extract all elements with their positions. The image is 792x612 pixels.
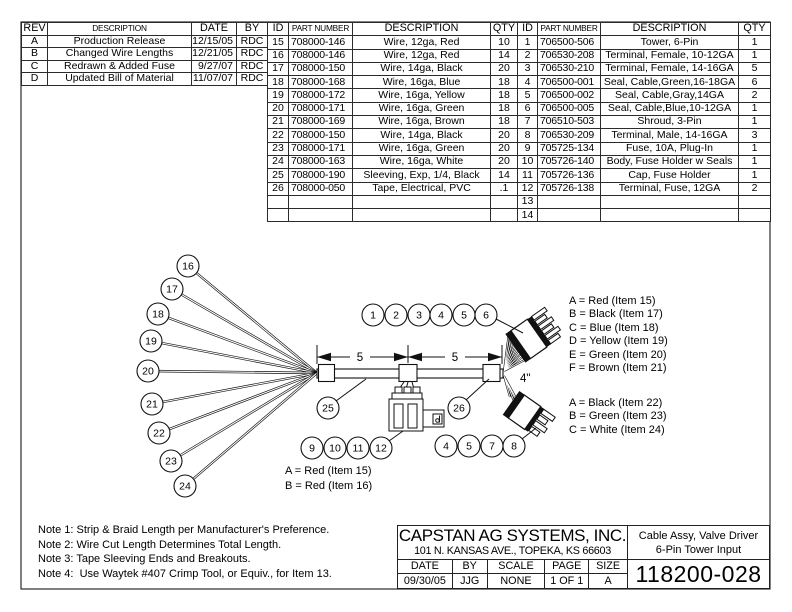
table-row <box>268 142 518 155</box>
balloon-16 <box>177 255 199 277</box>
cell: 1 <box>739 155 771 168</box>
revision-table <box>21 22 268 86</box>
field-page <box>545 560 589 588</box>
field-label: DATE <box>398 560 452 574</box>
cell <box>739 209 771 222</box>
table-row <box>518 169 771 182</box>
table-row <box>22 35 268 48</box>
balloon-number: 16 <box>182 260 194 273</box>
cell: 10 <box>491 36 518 49</box>
field-scale <box>488 560 546 588</box>
column-header: ID <box>518 23 538 36</box>
table-row <box>268 182 518 195</box>
cell <box>353 209 491 222</box>
cell: 3 <box>739 129 771 142</box>
table-row <box>268 155 518 168</box>
balloon-number: 11 <box>352 442 364 455</box>
table-row <box>518 36 771 49</box>
title-block-fields <box>398 560 627 588</box>
cell: 706530-208 <box>538 49 601 62</box>
cell: 12/15/05 <box>192 35 237 48</box>
cell: Wire, 16ga, Blue <box>353 76 491 89</box>
balloon-number: 23 <box>165 455 177 468</box>
harness-bar <box>317 365 503 382</box>
fuse-holder-assembly <box>389 382 444 431</box>
cell: 2 <box>518 49 538 62</box>
cell: 708000-172 <box>289 89 353 102</box>
field-value: JJG <box>460 575 480 587</box>
cell: Wire, 14ga, Black <box>353 62 491 75</box>
cell: 3 <box>518 62 538 75</box>
cell: 7 <box>518 116 538 129</box>
cell: 708000-168 <box>289 76 353 89</box>
balloon-5 <box>458 435 480 457</box>
balloon-10 <box>324 437 346 459</box>
cell: 706530-209 <box>538 129 601 142</box>
cell: 19 <box>268 89 289 102</box>
column-header: DATE <box>192 23 237 36</box>
legend-line: E = Green (Item 20) <box>569 348 667 361</box>
cell: 1 <box>739 49 771 62</box>
field-label: BY <box>453 560 487 574</box>
cell: Wire, 16ga, Yellow <box>353 89 491 102</box>
balloon-9 <box>301 437 323 459</box>
dim-label-right: 5 <box>451 352 459 364</box>
note-line: Note 2: Wire Cut Length Determines Total Length. <box>38 538 282 551</box>
cell: 23 <box>268 142 289 155</box>
cell: D <box>22 73 48 86</box>
field-date <box>398 560 453 588</box>
balloon-17 <box>161 278 183 300</box>
arrowhead-left <box>317 353 331 361</box>
cell: 705726-136 <box>538 169 601 182</box>
cell <box>538 195 601 208</box>
company-block <box>398 526 627 560</box>
cell <box>491 195 518 208</box>
drawing-notes <box>38 523 332 581</box>
legend-line: B = Green (Item 23) <box>569 410 667 423</box>
cell: Seal, Cable,Green,16-18GA <box>601 76 739 89</box>
balloon-number: 9 <box>309 442 315 455</box>
balloon-4 <box>435 435 457 457</box>
cell: Sleeving, Exp, 1/4, Black <box>353 169 491 182</box>
cell <box>268 195 289 208</box>
balloon-number: 17 <box>166 283 178 296</box>
tape-band-right <box>483 365 500 382</box>
balloon-number: 21 <box>146 398 158 411</box>
cell: 708000-171 <box>289 102 353 115</box>
dim-label-left: 5 <box>356 352 364 364</box>
legend-fuse-wires <box>285 464 372 494</box>
table-row <box>518 89 771 102</box>
legend-lower-connector <box>569 397 667 437</box>
balloon-22 <box>148 422 170 444</box>
cell: 17 <box>268 62 289 75</box>
cell: 18 <box>491 76 518 89</box>
cell: Tower, 6-Pin <box>601 36 739 49</box>
balloon-number: 10 <box>329 442 341 455</box>
cell: 705726-138 <box>538 182 601 195</box>
arrowhead-mid-left <box>408 353 422 361</box>
drawing-number: 118200-028 <box>635 561 762 587</box>
cell: 708000-171 <box>289 142 353 155</box>
cell: 20 <box>268 102 289 115</box>
cell: 708000-146 <box>289 36 353 49</box>
column-header: PART NUMBER <box>289 23 353 36</box>
cell: Seal, Cable,Blue,10-12GA <box>601 102 739 115</box>
cell <box>353 195 491 208</box>
cell: 708000-150 <box>289 129 353 142</box>
cell <box>268 209 289 222</box>
arrowhead-mid-right <box>394 353 408 361</box>
balloon-25 <box>317 397 339 419</box>
cell: 18 <box>268 76 289 89</box>
balloon-19 <box>140 330 162 352</box>
cell: Terminal, Male, 14-16GA <box>601 129 739 142</box>
field-value: A <box>604 575 612 587</box>
cell: 12 <box>518 182 538 195</box>
cell: A <box>22 35 48 48</box>
column-header: ID <box>268 23 289 36</box>
balloon-24 <box>174 475 196 497</box>
cell: 705725-134 <box>538 142 601 155</box>
note-line: Note 1: Strip & Braid Length per Manufacturer's Preference. <box>38 524 330 536</box>
cell: 1 <box>739 116 771 129</box>
cell: Tape, Electrical, PVC <box>353 182 491 195</box>
cell: Cap, Fuse Holder <box>601 169 739 182</box>
cell: 706500-005 <box>538 102 601 115</box>
field-label: PAGE <box>545 560 588 574</box>
table-row <box>518 76 771 89</box>
table-row <box>518 142 771 155</box>
column-header: DESCRIPTION <box>353 23 491 36</box>
column-header: BY <box>237 23 268 36</box>
cell: 18 <box>491 102 518 115</box>
balloon-8 <box>503 435 525 457</box>
column-header: QTY <box>739 23 771 36</box>
legend-line: A = Red (Item 15) <box>285 465 372 477</box>
parts-table-wires <box>267 22 518 222</box>
cell: 706500-506 <box>538 36 601 49</box>
cell: 22 <box>268 129 289 142</box>
cell: Changed Wire Lengths <box>48 48 192 61</box>
cell: 11 <box>518 169 538 182</box>
table-row <box>268 76 518 89</box>
cell: 9/27/07 <box>192 60 237 73</box>
cell: 1 <box>518 36 538 49</box>
legend-line: C = Blue (Item 18) <box>569 321 659 334</box>
table-row <box>518 102 771 115</box>
balloon-number: 7 <box>489 440 495 453</box>
company-name: CAPSTAN AG SYSTEMS, INC. <box>398 526 627 545</box>
wire-line <box>151 341 317 373</box>
cell: Terminal, Fuse, 12GA <box>601 182 739 195</box>
cell: 4 <box>518 76 538 89</box>
cell: 2 <box>739 182 771 195</box>
balloon-number: 20 <box>142 365 154 378</box>
table-row <box>518 116 771 129</box>
field-by <box>453 560 488 588</box>
cell <box>739 195 771 208</box>
legend-line: B = Black (Item 17) <box>569 308 663 321</box>
table-row <box>518 62 771 75</box>
cell: Wire, 12ga, Red <box>353 49 491 62</box>
cell: 2 <box>739 89 771 102</box>
legend-line: F = Brown (Item 21) <box>569 362 667 375</box>
cell: 10 <box>518 155 538 168</box>
cell: 18 <box>491 89 518 102</box>
wire-line <box>159 373 317 433</box>
column-header: QTY <box>491 23 518 36</box>
balloon-number: 5 <box>466 440 472 453</box>
cell: 20 <box>491 155 518 168</box>
cell: Wire, 12ga, Red <box>353 36 491 49</box>
table-row <box>22 73 268 86</box>
cell: 1 <box>739 36 771 49</box>
parts-table-components <box>517 22 771 222</box>
field-value: NONE <box>500 575 532 587</box>
cell <box>289 209 353 222</box>
cell: Wire, 16ga, Green <box>353 102 491 115</box>
title-block-right <box>628 526 769 588</box>
cell: 708000-169 <box>289 116 353 129</box>
cell: 9 <box>518 142 538 155</box>
table-row <box>518 49 771 62</box>
cell: 25 <box>268 169 289 182</box>
cell: 13 <box>518 195 538 208</box>
cell: 12/21/05 <box>192 48 237 61</box>
column-header: PART NUMBER <box>538 23 601 36</box>
cell: Updated Bill of Material <box>48 73 192 86</box>
table-row <box>268 209 518 222</box>
balloon-number: 24 <box>179 480 191 493</box>
field-value: 1 OF 1 <box>550 575 584 587</box>
dimension-lines <box>317 345 502 364</box>
cell: 8 <box>518 129 538 142</box>
cell: RDC <box>237 35 268 48</box>
balloon-21 <box>141 393 163 415</box>
legend-line: A = Red (Item 15) <box>569 295 656 307</box>
wire-line <box>158 314 317 373</box>
field-size <box>589 560 627 588</box>
table-row <box>518 209 771 222</box>
balloon-1 <box>362 304 384 326</box>
cell: Wire, 16ga, Green <box>353 142 491 155</box>
cell: Fuse, 10A, Plug-In <box>601 142 739 155</box>
cell: 1 <box>739 169 771 182</box>
table-row <box>268 49 518 62</box>
balloon-number: 1 <box>370 309 376 322</box>
balloon-4 <box>430 304 452 326</box>
cell: Terminal, Female, 14-16GA <box>601 62 739 75</box>
balloon-number: 3 <box>416 309 422 322</box>
legend-line: A = Black (Item 22) <box>569 397 663 409</box>
cell: 708000-050 <box>289 182 353 195</box>
cell: RDC <box>237 48 268 61</box>
drawing-title <box>628 526 769 560</box>
cell: 1 <box>739 102 771 115</box>
cell: 26 <box>268 182 289 195</box>
balloon-2 <box>385 304 407 326</box>
cell: Terminal, Female, 10-12GA <box>601 49 739 62</box>
wire-line <box>188 266 317 373</box>
wire-line <box>172 289 317 373</box>
balloon-7 <box>481 435 503 457</box>
cell: 20 <box>491 129 518 142</box>
table-row <box>268 129 518 142</box>
balloon-number: 5 <box>461 309 467 322</box>
balloon-number: 22 <box>153 427 165 440</box>
cell <box>601 209 739 222</box>
table-row <box>268 169 518 182</box>
table-row <box>518 182 771 195</box>
balloon-number: 26 <box>453 402 465 415</box>
balloon-number: 12 <box>375 442 387 455</box>
cell: RDC <box>237 73 268 86</box>
cell: Wire, 14ga, Black <box>353 129 491 142</box>
balloon-number: 6 <box>483 309 489 322</box>
balloon-3 <box>408 304 430 326</box>
cell: Wire, 16ga, White <box>353 155 491 168</box>
balloon-20 <box>137 360 159 382</box>
legend-line: B = Red (Item 16) <box>285 480 373 492</box>
legend-line: C = White (Item 24) <box>569 423 665 436</box>
drawing-title-line1: Cable Assy, Valve Driver <box>638 530 759 542</box>
column-header: DESCRIPTION <box>48 23 192 36</box>
cell <box>601 195 739 208</box>
balloon-number: 4 <box>443 440 449 453</box>
balloon-5 <box>453 304 475 326</box>
tape-band-middle <box>399 365 417 382</box>
cell: 706500-002 <box>538 89 601 102</box>
table-row <box>268 36 518 49</box>
field-value: 09/30/05 <box>403 575 446 587</box>
table-row <box>518 195 771 208</box>
arrowhead-right <box>488 353 502 361</box>
cell: 706530-210 <box>538 62 601 75</box>
table-row <box>518 129 771 142</box>
table-row <box>22 48 268 61</box>
balloon-6 <box>475 304 497 326</box>
cell <box>538 209 601 222</box>
title-block-left <box>398 526 628 588</box>
balloon-number: 18 <box>152 308 164 321</box>
balloon-11 <box>347 437 369 459</box>
cell: Seal, Cable,Gray,14GA <box>601 89 739 102</box>
cell: Wire, 16ga, Brown <box>353 116 491 129</box>
cell: 16 <box>268 49 289 62</box>
cell: Body, Fuse Holder w Seals <box>601 155 739 168</box>
cell: Production Release <box>48 35 192 48</box>
table-row <box>518 155 771 168</box>
company-address: 101 N. KANSAS AVE., TOPEKA, KS 66603 <box>414 545 611 557</box>
field-label: SCALE <box>488 560 545 574</box>
cell: 708000-146 <box>289 49 353 62</box>
connector-6pin-tower <box>506 307 564 362</box>
cell: 14 <box>491 169 518 182</box>
legend-line: D = Yellow (Item 19) <box>569 335 668 348</box>
cell: 14 <box>491 49 518 62</box>
column-header: REV <box>23 22 46 35</box>
table-row <box>268 89 518 102</box>
cell: 21 <box>268 116 289 129</box>
cell: 18 <box>491 116 518 129</box>
balloon-23 <box>160 450 182 472</box>
cell: RDC <box>237 60 268 73</box>
balloon-number: 2 <box>393 309 399 322</box>
cell <box>289 195 353 208</box>
cell: B <box>22 48 48 61</box>
tape-band-left <box>319 365 335 382</box>
cell: 11/07/07 <box>192 73 237 86</box>
cell: 708000-190 <box>289 169 353 182</box>
cell: 706500-001 <box>538 76 601 89</box>
cell: 708000-163 <box>289 155 353 168</box>
title-block <box>397 525 770 589</box>
balloon-number: 25 <box>322 402 334 415</box>
balloon-12 <box>370 437 392 459</box>
balloon-number: 8 <box>511 440 517 453</box>
table-row <box>268 116 518 129</box>
table-row <box>22 60 268 73</box>
cell: 24 <box>268 155 289 168</box>
balloon-number: 19 <box>145 335 157 348</box>
cell: 15 <box>268 36 289 49</box>
cell: 6 <box>518 102 538 115</box>
table-row <box>268 62 518 75</box>
cell: 1 <box>739 142 771 155</box>
dim-label-connector: 4" <box>520 373 531 385</box>
column-header: DESCRIPTION <box>601 23 739 36</box>
cell: 20 <box>491 62 518 75</box>
cell <box>491 209 518 222</box>
cell: Redrawn & Added Fuse <box>48 60 192 73</box>
cell: C <box>22 60 48 73</box>
note-line: Note 3: Tape Sleeving Ends and Breakouts. <box>38 553 251 566</box>
cell: 20 <box>491 142 518 155</box>
cell: 14 <box>518 209 538 222</box>
cell: 705726-140 <box>538 155 601 168</box>
cell: 708000-150 <box>289 62 353 75</box>
cell: 5 <box>739 62 771 75</box>
drawing-title-line2: 6-Pin Tower Input <box>655 544 742 556</box>
cell: 6 <box>739 76 771 89</box>
field-label: SIZE <box>589 560 627 574</box>
balloon-number: 4 <box>438 309 444 322</box>
note-line: Note 4: Use Waytek #407 Crimp Tool, or Equiv., for Item 13. <box>38 567 332 580</box>
table-row <box>268 195 518 208</box>
cell: 706510-503 <box>538 116 601 129</box>
table-row <box>268 102 518 115</box>
cell: .1 <box>491 182 518 195</box>
cell: 5 <box>518 89 538 102</box>
balloon-26 <box>448 397 470 419</box>
balloon-18 <box>147 303 169 325</box>
cell: Shroud, 3-Pin <box>601 116 739 129</box>
legend-upper-connector <box>569 295 668 375</box>
